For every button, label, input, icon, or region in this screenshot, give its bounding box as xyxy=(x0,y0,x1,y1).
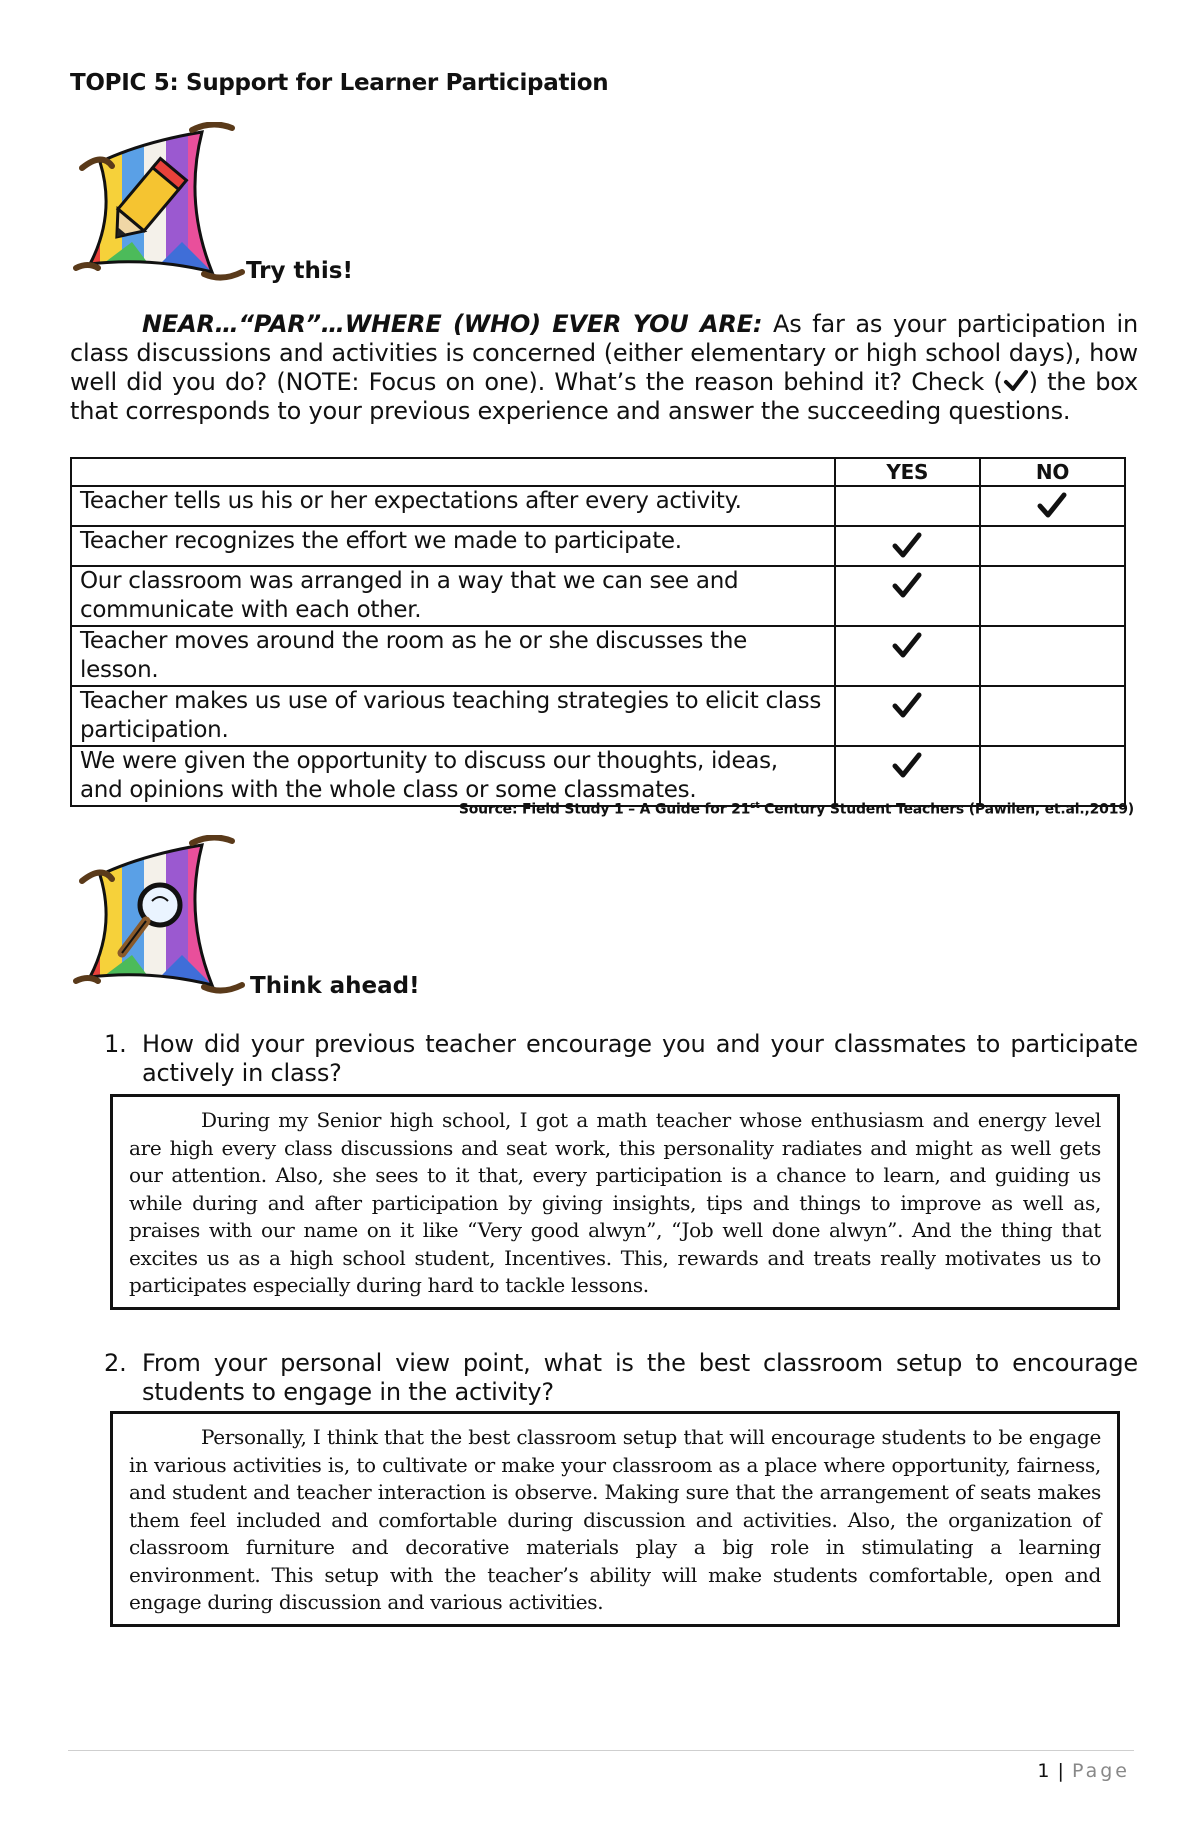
checklist-header-row xyxy=(71,458,1125,486)
footer-divider xyxy=(68,1750,1134,1751)
page-separator: | xyxy=(1050,1760,1072,1782)
checkmark-icon xyxy=(892,631,922,659)
checklist-row xyxy=(71,626,1125,686)
checkmark-icon xyxy=(892,531,922,559)
question-text: From your personal view point, what is the best classroom setup to encourage students to engage in the activity? xyxy=(142,1349,1138,1406)
checklist-row xyxy=(71,746,1125,806)
no-header: NO xyxy=(980,458,1125,486)
intro-lead: NEAR…“PAR”…WHERE (WHO) EVER YOU ARE: xyxy=(142,310,763,338)
checklist-row xyxy=(71,686,1125,746)
checklist-statement: Teacher tells us his or her expectations after every activity. xyxy=(71,486,835,526)
think-ahead-label: Think ahead! xyxy=(250,973,420,999)
magnifier-banner-icon xyxy=(72,835,252,995)
statement-header xyxy=(71,458,835,486)
no-checkbox-cell[interactable] xyxy=(980,626,1125,686)
page-title: TOPIC 5: Support for Learner Participation xyxy=(70,70,609,96)
checklist-statement: Our classroom was arranged in a way that we can see and communicate with each other. xyxy=(71,566,835,626)
source-citation xyxy=(459,801,1134,818)
intro-text-2: ) the box that corresponds to your previous experience and answer the succeeding questions. xyxy=(70,368,1138,425)
no-checkbox-cell[interactable] xyxy=(980,686,1125,746)
checkmark-icon xyxy=(1037,491,1067,519)
no-checkbox-cell[interactable] xyxy=(980,486,1125,526)
source-sup: st xyxy=(750,801,760,811)
checklist-statement: Teacher makes us use of various teaching strategies to elicit class participation. xyxy=(71,686,835,746)
checklist-statement: Teacher recognizes the effort we made to participate. xyxy=(71,526,835,566)
yes-checkbox-cell[interactable] xyxy=(835,566,980,626)
checkmark-icon xyxy=(1003,368,1029,394)
checklist-row xyxy=(71,526,1125,566)
question-2 xyxy=(104,1349,1138,1407)
checkmark-icon xyxy=(892,691,922,719)
page-label: Page xyxy=(1072,1760,1130,1782)
checklist-statement: We were given the opportunity to discuss our thoughts, ideas, and opinions with the whole class or some classmates. xyxy=(71,746,835,806)
no-checkbox-cell[interactable] xyxy=(980,746,1125,806)
checkmark-icon xyxy=(892,571,922,599)
no-checkbox-cell[interactable] xyxy=(980,566,1125,626)
question-number: 2. xyxy=(104,1349,127,1377)
checkmark-icon xyxy=(892,751,922,779)
page-number: 1 xyxy=(1037,1760,1051,1782)
no-checkbox-cell[interactable] xyxy=(980,526,1125,566)
pencil-banner-icon xyxy=(72,122,252,282)
page-footer xyxy=(1037,1760,1130,1782)
yes-checkbox-cell[interactable] xyxy=(835,746,980,806)
checklist-row xyxy=(71,486,1125,526)
intro-paragraph xyxy=(70,310,1138,426)
source-text-a: Source: Field Study 1 – A Guide for 21 xyxy=(458,801,751,818)
answer-box-1: During my Senior high school, I got a math teacher whose enthusiasm and energy level are high every class discussions and seat work, this personality radiates and might as well gets our attention. Also, she sees to it that, every participation is a chance to learn, and guiding us while during and after participation by giving insights, tips and things to improve as well as, praises with our name on it like “Very good alwyn”, “Job well done alwyn”. And the thing that excites us as a high school student, Incentives. This, rewards and treats really motivates us to participates especially during hard to tackle lessons. xyxy=(110,1094,1120,1310)
question-text: How did your previous teacher encourage you and your classmates to participate actively in class? xyxy=(142,1030,1138,1087)
answer-box-2: Personally, I think that the best classroom setup that will encourage students to be engage in various activities is, to cultivate or make your classroom as a place where opportunity, fairness, and student and teacher interaction is observe. Making sure that the arrangement of seats makes them feel included and comfortable during discussion and activities. Also, the organization of classroom furniture and decorative materials play a big role in stimulating a learning environment. This setup with the teacher’s ability will make students comfortable, open and engage during discussion and various activities. xyxy=(110,1411,1120,1627)
question-number: 1. xyxy=(104,1030,127,1058)
intro-text-1: As far as your participation in class discussions and activities is concerned (either elementary or high school days), how well did you do? (NOTE: Focus on one). What’s the reason behind it? Check ( xyxy=(70,310,1138,396)
yes-checkbox-cell[interactable] xyxy=(835,686,980,746)
yes-checkbox-cell[interactable] xyxy=(835,626,980,686)
question-1 xyxy=(104,1030,1138,1088)
yes-header: YES xyxy=(835,458,980,486)
try-this-label: Try this! xyxy=(246,258,353,284)
checklist-row xyxy=(71,566,1125,626)
yes-checkbox-cell[interactable] xyxy=(835,526,980,566)
participation-checklist xyxy=(70,457,1126,807)
yes-checkbox-cell[interactable] xyxy=(835,486,980,526)
source-text-b: Century Student Teachers (Pawilen, et.al.,2019) xyxy=(759,801,1134,818)
checklist-statement: Teacher moves around the room as he or she discusses the lesson. xyxy=(71,626,835,686)
